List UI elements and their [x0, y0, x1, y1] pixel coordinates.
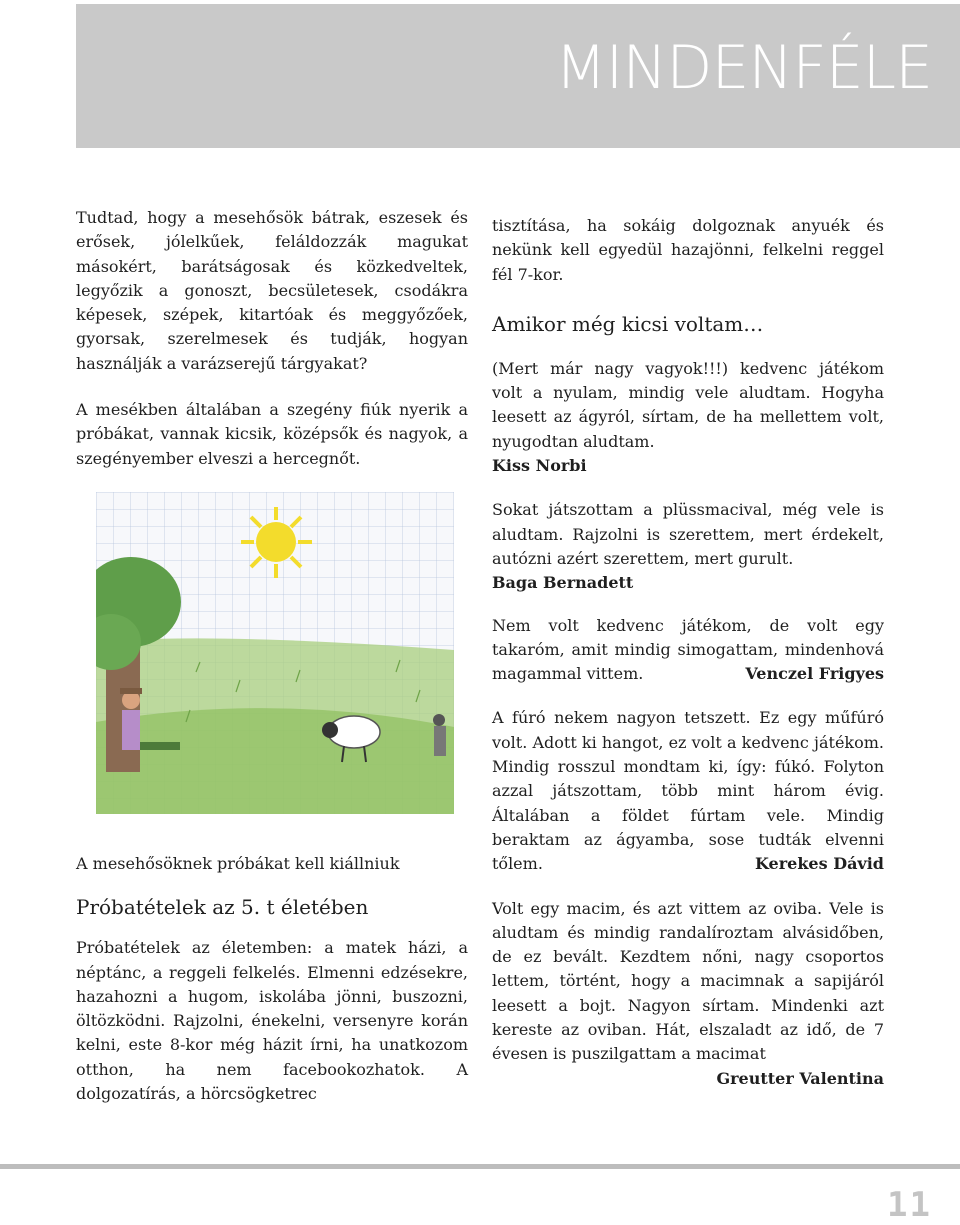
story-author: Baga Bernadett — [492, 573, 634, 593]
story-author: Greutter Valentina — [716, 1068, 884, 1088]
section-heading-childhood: Amikor még kicsi voltam… — [492, 311, 764, 336]
page-number: 11 — [887, 1185, 932, 1225]
section-heading-trials: Próbatételek az 5. t életében — [76, 895, 369, 920]
trials-continued-paragraph: tisztítása, ha sokáig dolgoznak anyuék és nekünk kell egyedül hazajönni, felkelni reggel fél 7-kor. — [492, 216, 884, 284]
drawing-caption: A mesehősöknek próbákat kell kiállniuk — [76, 854, 400, 873]
header-band — [76, 4, 960, 148]
story-author: Kerekes Dávid — [755, 854, 884, 874]
figure-icon — [433, 714, 446, 756]
story-body: Volt egy macim, és azt vittem az oviba. Vele is aludtam és mindig randalíroztam alvásidőben, de ez bevált. Kezdtem nőni, nagy csoportos lettem, történt, hogy a macimnak a sapijáról leesett a bojt. Nagyon sírtam. Mindenki azt kereste az oviban. Hát, elszaladt az idő, de 7 évesen is puszilgattam a macimat — [492, 898, 884, 1064]
left-column-top — [76, 206, 468, 471]
fairy-tale-paragraph: A mesékben általában a szegény fiúk nyerik a próbákat, vannak kicsik, középsők és nagyok, a szegényember elveszi a hercegnőt. — [76, 400, 468, 468]
story-text — [492, 897, 884, 1088]
right-column — [492, 214, 884, 1091]
story-body: A fúró nekem nagyon tetszett. Ez egy műfúró volt. Adott ki hangot, ez volt a kedvenc játékom. Mindig rosszul mondtam ki, így: fúkó. Folyton azzal játszottam, több mint három évig. Általában a földet fúrtam vele. Mindig beraktam az ágyamba, sose tudták elvenni tőlem. — [492, 708, 884, 874]
trials-paragraph: Próbatételek az életemben: a matek házi, a néptánc, a reggeli felkelés. Elmenni edzésekre, hazahozni a hugom, iskolába jönni, buszozni, öltözködni. Rajzolni, énekelni, versenyre korán kelni, este 8-kor még házit írni, ha unatkozom otthon, ha nem facebookozhatok. A dolgozatírás, a hörcsögketrec — [76, 938, 468, 1104]
left-column-bottom — [76, 852, 468, 1106]
story-author: Venczel Frigyes — [745, 664, 884, 684]
child-drawing — [96, 492, 454, 814]
story-text — [492, 706, 884, 876]
story-body: Nem volt kedvenc játékom, de volt egy takaróm, amit mindig simogattam, mindenhová magammal vittem. — [492, 615, 884, 684]
story-text: Sokat játszottam a plüssmacival, még vele is aludtam. Rajzolni is szerettem, mert érdekelt, autózni azért szerettem, mert gurult. — [492, 500, 884, 568]
story-author: Kiss Norbi — [492, 456, 587, 476]
intro-paragraph: Tudtad, hogy a mesehősök bátrak, eszesek és erősek, jólelkűek, feláldozzák magukat másokért, barátságosak és közkedveltek, legyőzik a gonoszt, becsületesek, csodákra képesek, szépek, kitartóak és meggyőzőek, gyorsak, szerelmesek és tudják, hogyan használják a varázserejű tárgyakat? — [76, 208, 468, 373]
footer-rule — [0, 1164, 960, 1169]
page-title: MINDENFÉLE — [554, 33, 932, 103]
story-text: (Mert már nagy vagyok!!!) kedvenc játékom volt a nyulam, mindig vele aludtam. Hogyha leesett az ágyról, sírtam, de ha mellettem volt, nyugodtan aludtam. — [492, 358, 884, 451]
story-text — [492, 614, 884, 687]
